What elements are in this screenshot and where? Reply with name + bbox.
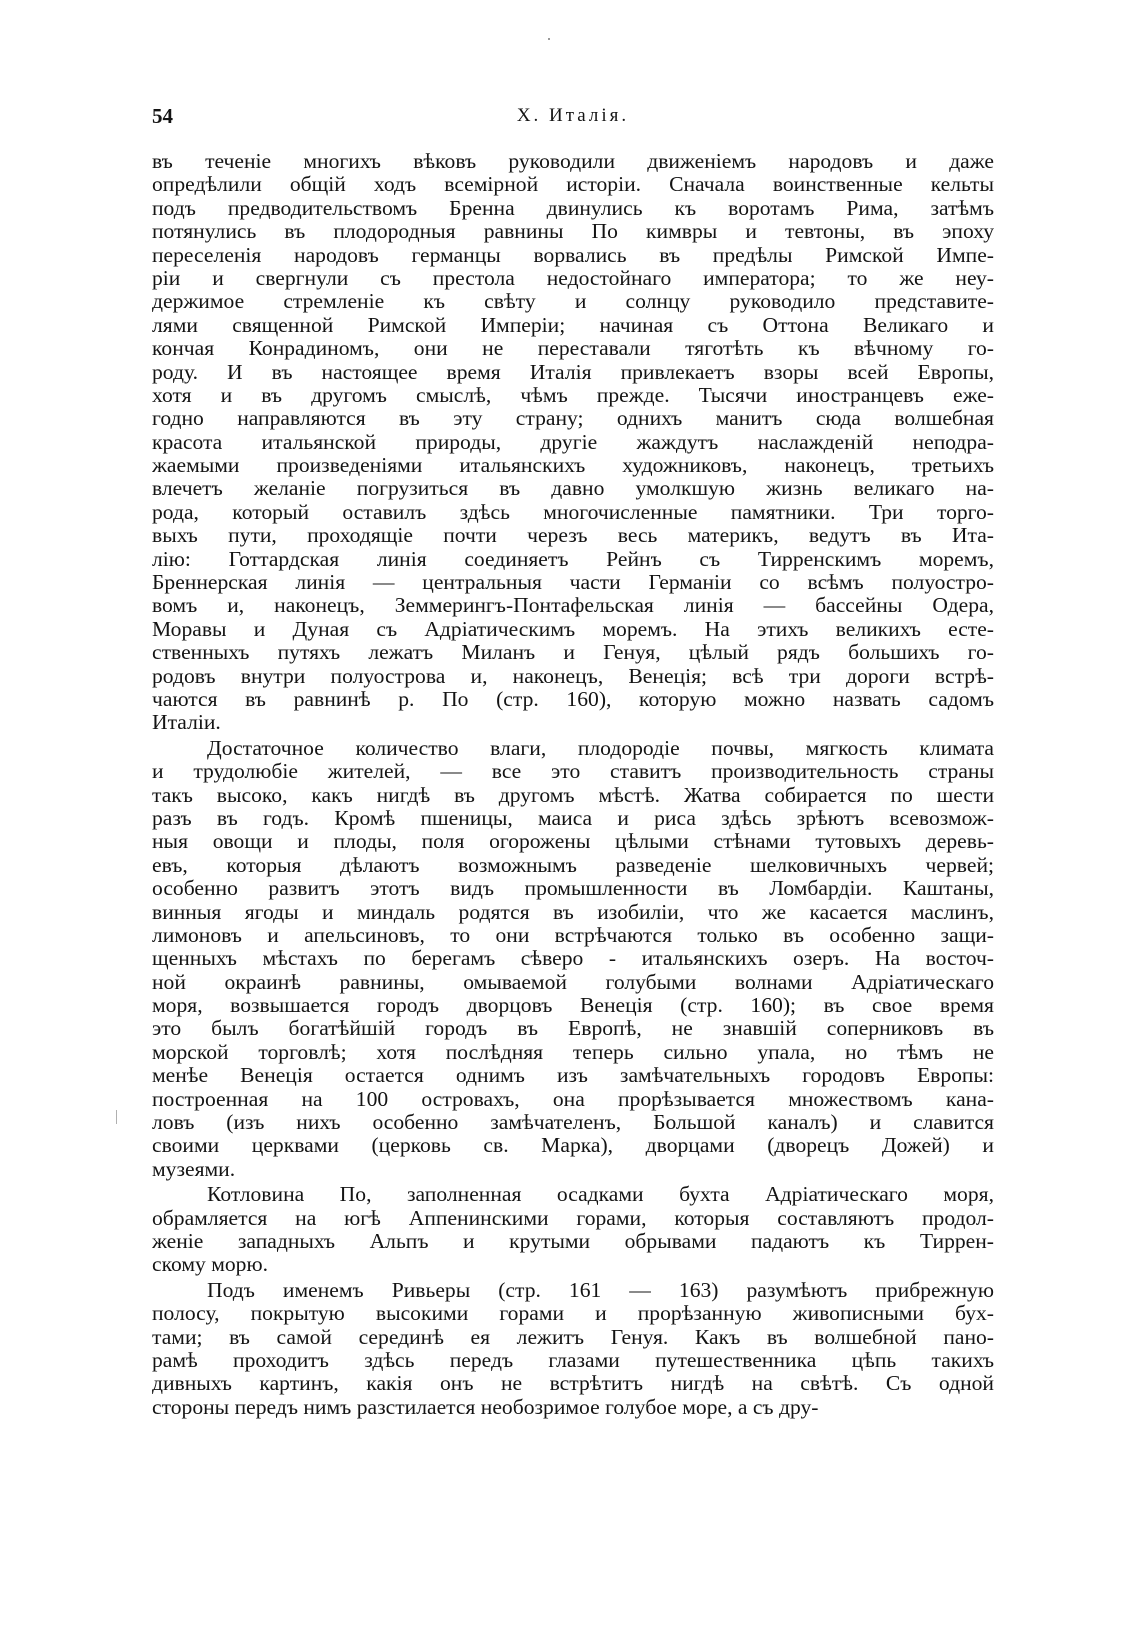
text-line: роду. И въ настоящее время Италія привлекаетъ взоры всей Европы, [152, 360, 994, 384]
text-line: ныя овощи и плоды, поля огорожены цѣлыми стѣнами тутовыхъ деревь- [152, 830, 994, 854]
text-line: кончая Конрадиномъ, они не переставали тяготѣть къ вѣчному го- [152, 337, 994, 361]
text-line: моря, возвышается городъ дворцовъ Венеція (стр. 160); въ свое время [152, 994, 994, 1018]
body-text [152, 150, 994, 1419]
text-line: такъ высоко, какъ нигдѣ въ другомъ мѣстѣ. Жатва собирается по шести [152, 783, 994, 807]
scan-margin-mark [116, 1110, 117, 1124]
text-line: построенная на 100 островахъ, она прорѣзывается множествомъ кана- [152, 1087, 994, 1111]
text-line: ловъ (изъ нихъ особенно замѣчателенъ, Большой каналъ) и славится [152, 1111, 994, 1135]
text-line: рода, который оставилъ здѣсь многочисленные памятники. Три торго- [152, 500, 994, 524]
text-line: чаются въ равнинѣ р. По (стр. 160), которую можно назвать садомъ [152, 687, 994, 711]
text-line: влечетъ желаніе погрузиться въ давно умолкшую жизнь великаго на- [152, 477, 994, 501]
text-line: евъ, которыя дѣлаютъ возможнымъ разведеніе шелковичныхъ червей; [152, 853, 994, 877]
text-line: разъ въ годъ. Кромѣ пшеницы, маиса и риса здѣсь зрѣютъ всевозмож- [152, 806, 994, 830]
text-line: полосу, покрытую высокими горами и прорѣзанную живописными бух- [152, 1302, 994, 1326]
text-line: рамѣ проходитъ здѣсь передъ глазами путешественника цѣпь такихъ [152, 1348, 994, 1372]
text-line: своими церквами (церковь св. Марка), дворцами (дворецъ Дожей) и [152, 1134, 994, 1158]
text-line: жаемыми произведеніями итальянскихъ художниковъ, наконецъ, третьихъ [152, 454, 994, 478]
text-line: переселенія народовъ германцы ворвались въ предѣлы Римской Импе- [152, 243, 994, 267]
paragraph [152, 1183, 994, 1277]
text-line: лію: Готтардская линія соединяетъ Рейнъ съ Тирренскимъ моремъ, [152, 547, 994, 571]
text-line: и трудолюбіе жителей, — все это ставитъ производительность страны [152, 760, 994, 784]
page-number: 54 [152, 104, 173, 128]
text-line: музеями. [152, 1157, 236, 1181]
text-line: держимое стремленіе къ свѣту и солнцу руководило представите- [152, 290, 994, 314]
text-line: женіе западныхъ Альпъ и крутыми обрывами падаютъ къ Тиррен- [152, 1229, 994, 1253]
text-line: вомъ и, наконецъ, Земмерингъ-Понтафельская линія — бассейны Одера, [152, 594, 994, 618]
text-line: подъ предводительствомъ Бренна двинулись къ воротамъ Рима, затѣмъ [152, 196, 994, 220]
page-header [152, 104, 994, 134]
text-line: стороны передъ нимъ разстилается необозримое голубое море, а съ дру- [152, 1395, 819, 1419]
text-line: Италіи. [152, 711, 221, 735]
scan-speck [548, 38, 550, 40]
paragraph [152, 150, 994, 735]
text-line: хотя и въ другомъ смыслѣ, чѣмъ прежде. Тысячи иностранцевъ еже- [152, 383, 994, 407]
text-line: ной окраинѣ равнины, омываемой голубыми волнами Адріатическаго [152, 970, 994, 994]
text-line: это былъ богатѣйшій городъ въ Европѣ, не знавшій соперниковъ въ [152, 1017, 994, 1041]
text-line: морской торговлѣ; хотя послѣдняя теперь сильно упала, но тѣмъ не [152, 1040, 994, 1064]
text-line: Моравы и Дуная съ Адріатическимъ моремъ. На этихъ великихъ есте- [152, 617, 994, 641]
paragraph [152, 1279, 994, 1419]
text-line: Подъ именемъ Ривьеры (стр. 161 — 163) разумѣютъ прибрежную [207, 1278, 994, 1302]
text-line: въ теченіе многихъ вѣковъ руководили движеніемъ народовъ и даже [152, 150, 994, 173]
text-line: потянулись въ плодородныя равнины По кимвры и тевтоны, въ эпоху [152, 220, 994, 244]
text-line: Котловина По, заполненная осадками бухта Адріатическаго моря, [207, 1183, 994, 1207]
text-line: опредѣлили общій ходъ всемірной исторіи. Сначала воинственные кельты [152, 173, 994, 197]
text-line: менѣе Венеція остается однимъ изъ замѣчательныхъ городовъ Европы: [152, 1064, 994, 1088]
text-line: Достаточное количество влаги, плодородіе почвы, мягкость климата [207, 736, 994, 760]
text-line: щенныхъ мѣстахъ по берегамъ сѣверо - итальянскихъ озеръ. На восточ- [152, 947, 994, 971]
text-line: обрамляется на югѣ Аппенинскими горами, которыя составляютъ продол- [152, 1206, 994, 1230]
text-line: лимоновъ и апельсиновъ, то они встрѣчаются только въ особенно защи- [152, 923, 994, 947]
text-line: выхъ пути, проходящіе почти черезъ весь материкъ, ведутъ въ Ита- [152, 524, 994, 548]
text-line: дивныхъ картинъ, какія онъ не встрѣтитъ нигдѣ на свѣтѣ. Съ одной [152, 1372, 994, 1396]
text-line: тами; въ самой серединѣ ея лежитъ Генуя. Какъ въ волшебной пано- [152, 1325, 994, 1349]
text-line: особенно развитъ этотъ видъ промышленности въ Ломбардіи. Каштаны, [152, 877, 994, 901]
text-line: красота итальянской природы, другіе жаждутъ наслажденій неподра- [152, 430, 994, 454]
text-line: винныя ягоды и миндаль родятся въ изобиліи, что же касается маслинъ, [152, 900, 994, 924]
text-line: Бреннерская линія — центральныя части Германіи со всѣмъ полуостро- [152, 571, 994, 595]
text-line: ственныхъ путяхъ лежатъ Миланъ и Генуя, цѣлый рядъ большихъ го- [152, 641, 994, 665]
text-line: ріи и свергнули съ престола недостойнаго императора; то же неу- [152, 266, 994, 290]
text-line: скому морю. [152, 1253, 269, 1277]
text-line: родовъ внутри полуострова и, наконецъ, Венеція; всѣ три дороги встрѣ- [152, 664, 994, 688]
paragraph [152, 737, 994, 1181]
running-title: X. Италія. [516, 105, 630, 126]
text-line: лями священной Римской Имперіи; начиная съ Оттона Великаго и [152, 313, 994, 337]
text-line: годно направляются въ эту страну; однихъ манитъ сюда волшебная [152, 407, 994, 431]
